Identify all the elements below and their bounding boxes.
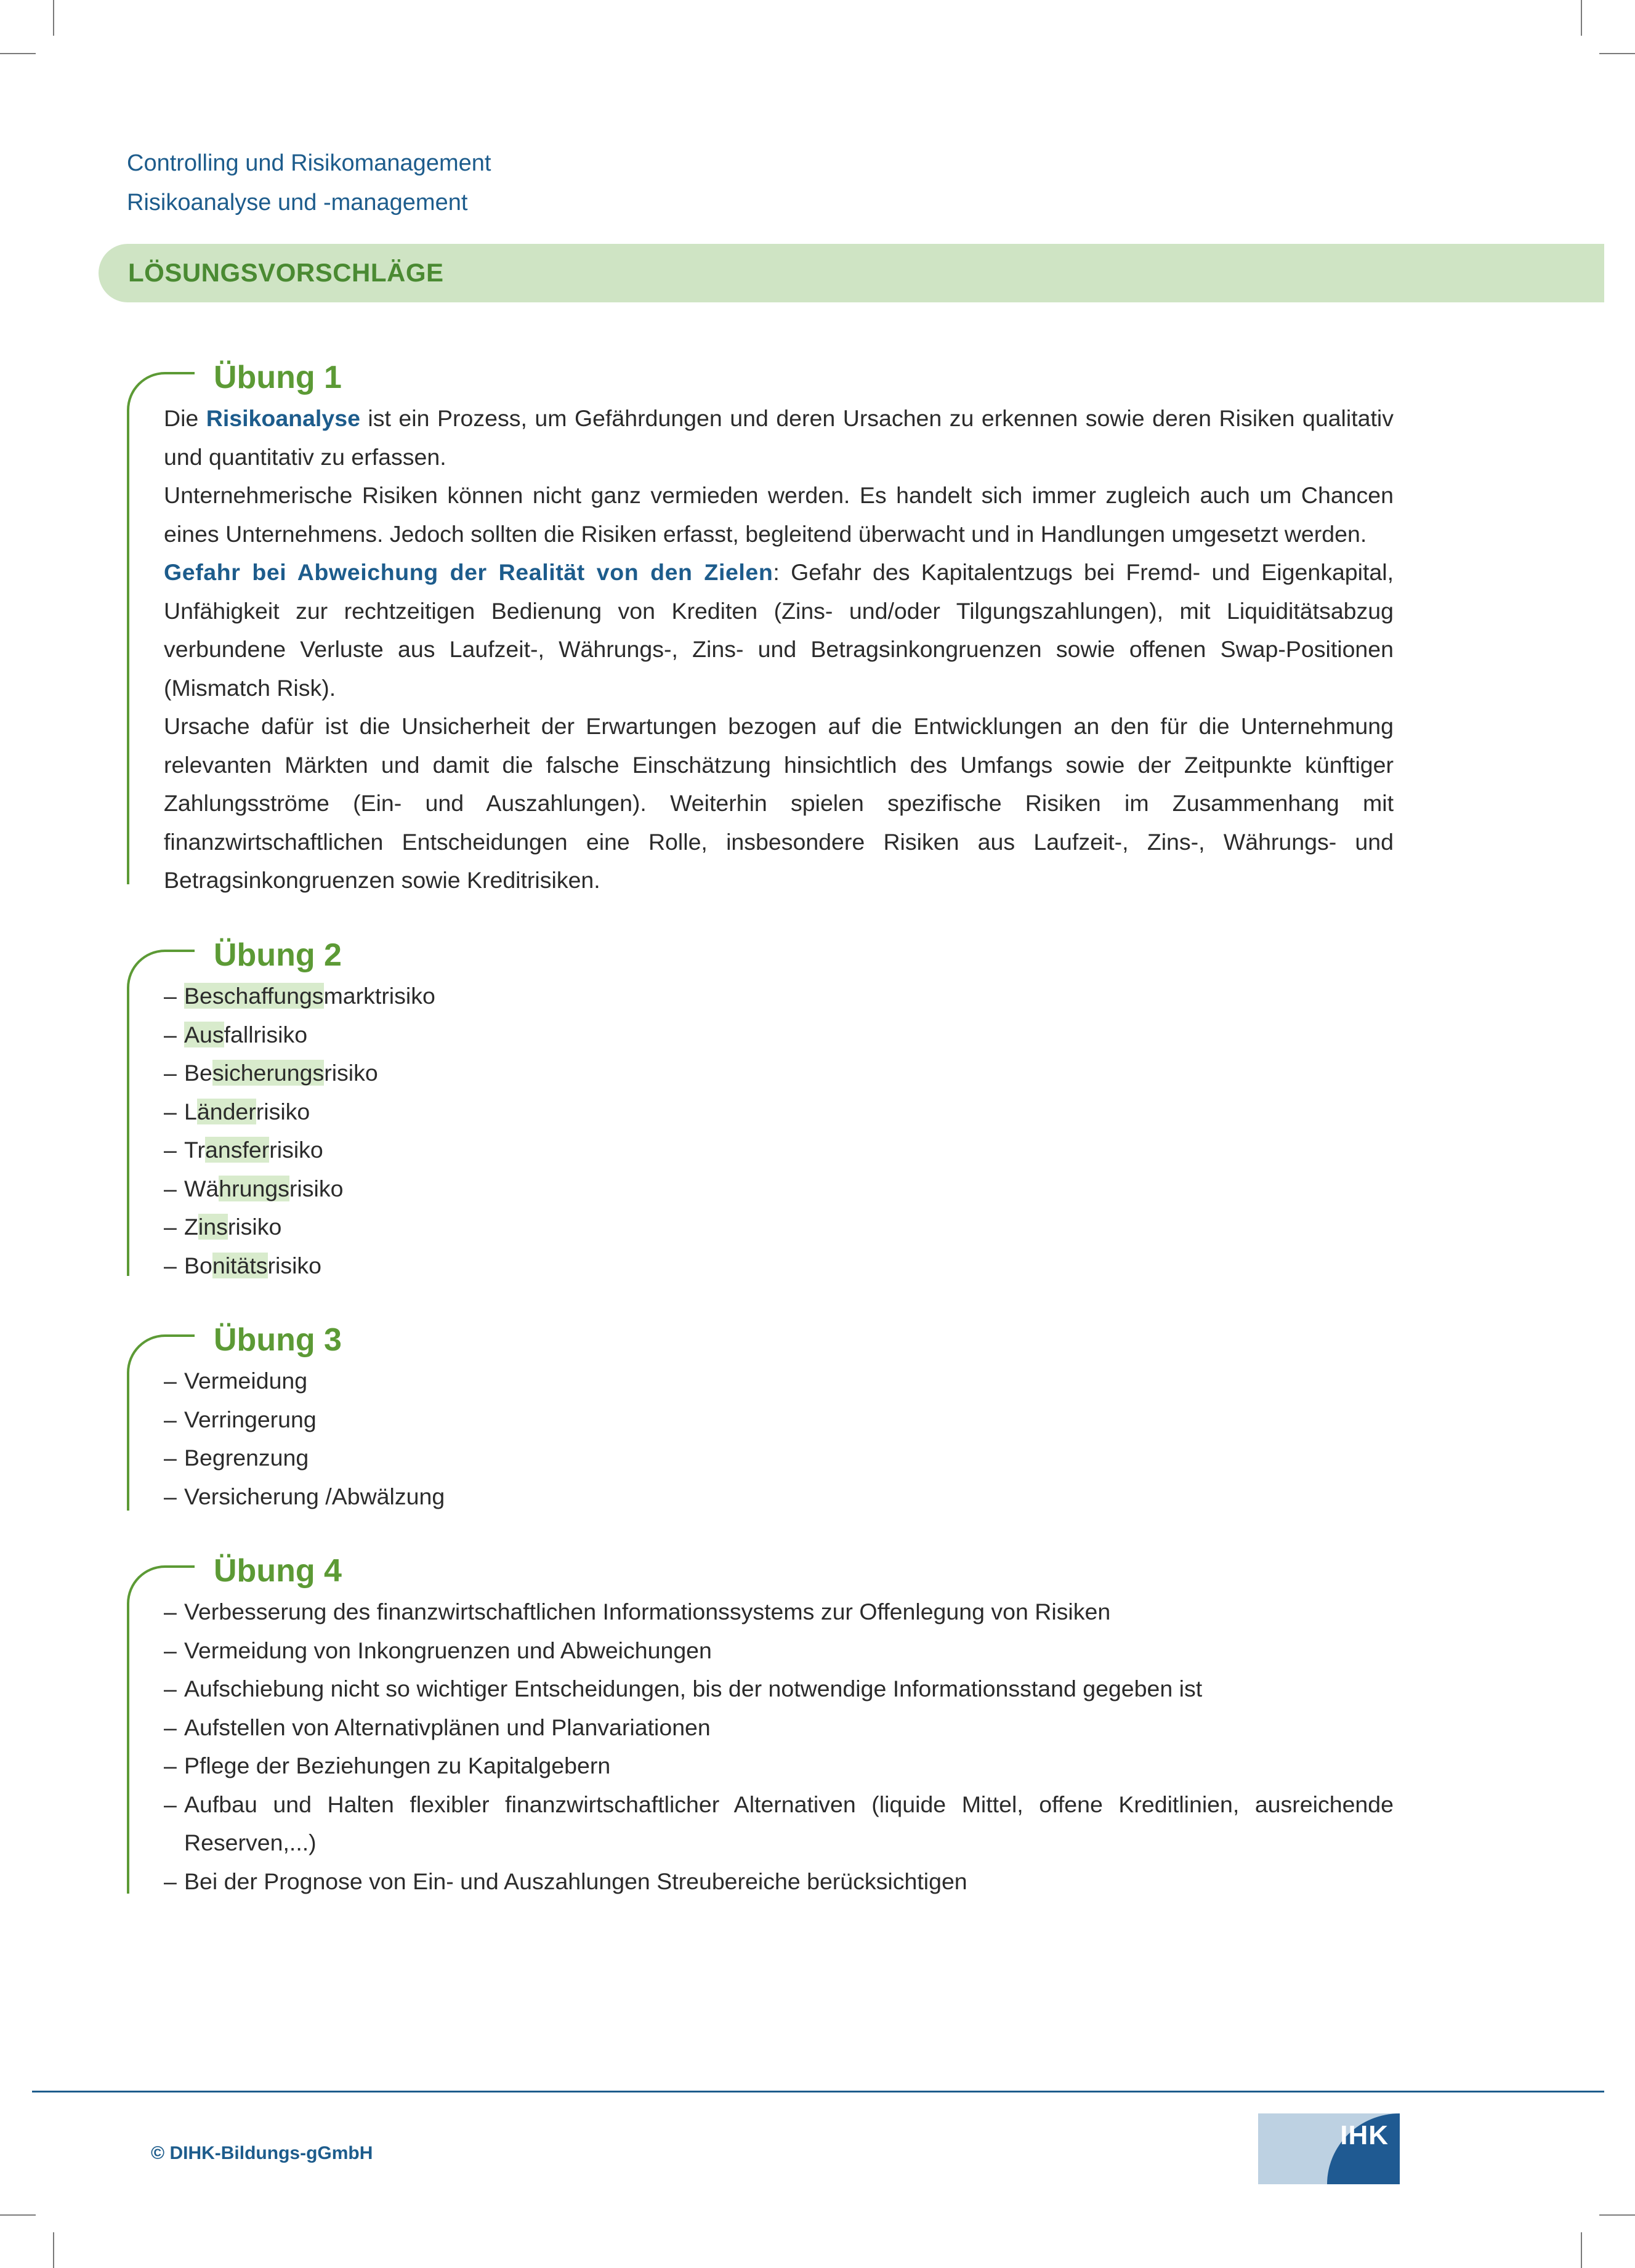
text: : Gefahr des Kapitalentzugs bei Fremd- und Eigenkapital, Unfähigkeit zur rechtzeitigen Bedienung von Krediten (Zins- und/oder Tilgungszahlungen), mit Liquiditätsabzug verbundene Verluste aus Laufzeit-, Währungs-, Zins- und Betragsinkongruenzen sowie offenen Swap-Positionen (Mismatch Risk).	[164, 559, 1394, 701]
word-highlight: nitäts	[212, 1252, 268, 1278]
list-dash: –	[164, 1368, 177, 1394]
list-dash: –	[164, 1252, 177, 1278]
list-item-text: Verringerung	[184, 1406, 317, 1432]
list-item	[164, 1477, 445, 1516]
word-highlight: hrungs	[219, 1175, 289, 1201]
section-title-uebung-1: Übung 1	[214, 360, 342, 395]
word-part: risiko	[227, 1214, 282, 1240]
crop-mark	[1599, 2214, 1635, 2216]
list-item	[164, 1208, 435, 1246]
paragraph: Unternehmerische Risiken können nicht ganz vermieden werden. Es handelt sich immer zugleich auch um Chancen eines Unternehmens. Jedoch sollten die Risiken erfasst, begleitend überwacht und in Handlungen umgesetzt werden.	[164, 482, 1394, 547]
word-highlight: Beschaffungs	[184, 983, 324, 1009]
text: Die	[164, 405, 206, 431]
crop-mark	[1581, 0, 1582, 36]
list-dash: –	[164, 1714, 177, 1740]
document-category: Controlling und Risikomanagement	[127, 150, 491, 176]
list-dash: –	[164, 1483, 177, 1509]
word-part: risiko	[269, 1137, 323, 1163]
section-title-uebung-4: Übung 4	[214, 1553, 342, 1589]
word-highlight: ansfer	[205, 1137, 270, 1163]
measures-list	[164, 1592, 1394, 1900]
section-1-body	[164, 399, 1394, 900]
section-title-uebung-2: Übung 2	[214, 937, 342, 973]
word-part: Z	[184, 1214, 198, 1240]
word-part: fallrisiko	[224, 1021, 308, 1047]
list-item	[164, 1785, 1394, 1862]
word-part: risiko	[267, 1252, 322, 1278]
crop-mark	[53, 2232, 54, 2268]
list-dash: –	[164, 983, 177, 1009]
list-dash: –	[164, 1599, 177, 1624]
list-item	[164, 1246, 435, 1285]
list-item-text: Versicherung /Abwälzung	[184, 1483, 445, 1509]
list-item-text: Begrenzung	[184, 1445, 309, 1471]
list-dash: –	[164, 1445, 177, 1471]
word-part: Bo	[184, 1252, 212, 1278]
word-highlight: sicherungs	[212, 1060, 325, 1086]
list-item	[164, 1092, 435, 1131]
list-dash: –	[164, 1791, 177, 1817]
word-part: Wä	[184, 1175, 219, 1201]
list-item-text: Aufstellen von Alternativplänen und Planvariationen	[184, 1714, 711, 1740]
list-dash: –	[164, 1021, 177, 1047]
list-item	[164, 1054, 435, 1092]
list-item-text: Vermeidung	[184, 1368, 308, 1394]
word-part: risiko	[289, 1175, 344, 1201]
crop-mark	[0, 53, 36, 54]
list-dash: –	[164, 1676, 177, 1701]
list-dash: –	[164, 1753, 177, 1778]
list-dash: –	[164, 1406, 177, 1432]
copyright: © DIHK-Bildungs-gGmbH	[151, 2143, 373, 2163]
list-item	[164, 1631, 1394, 1670]
footer-divider	[32, 2091, 1604, 2092]
word-highlight: ins	[198, 1214, 228, 1240]
list-item-text: Verbesserung des finanzwirtschaftlichen Informationssystems zur Offenlegung von Risiken	[184, 1599, 1111, 1624]
term-highlight: Risikoanalyse	[206, 405, 360, 431]
paragraph: Ursache dafür ist die Unsicherheit der Erwartungen bezogen auf die Entwicklungen an den für die Unternehmung relevanten Märkten und damit die falsche Einschätzung hinsichtlich des Umfangs sowie der Zeitpunkte künftiger Zahlungsströme (Ein- und Auszahlungen). Weiterhin spielen spezifische Risiken im Zusammenhang mit finanzwirtschaftlichen Entscheidungen eine Rolle, insbesondere Risiken aus Laufzeit-, Zins-, Währungs- und Betragsinkongruenzen sowie Kreditrisiken.	[164, 713, 1394, 893]
list-dash: –	[164, 1060, 177, 1086]
list-item-text: Vermeidung von Inkongruenzen und Abweichungen	[184, 1637, 712, 1663]
crop-mark	[1581, 2232, 1582, 2268]
word-highlight: Aus	[184, 1021, 224, 1047]
list-dash: –	[164, 1868, 177, 1894]
logo-text: IHK	[1340, 2120, 1389, 2150]
list-dash: –	[164, 1214, 177, 1240]
list-item	[164, 1400, 445, 1439]
list-dash: –	[164, 1137, 177, 1163]
paragraph	[164, 399, 1394, 476]
list-item	[164, 1362, 445, 1400]
crop-mark	[53, 0, 54, 36]
risk-strategies-list	[164, 1362, 445, 1515]
list-item	[164, 977, 435, 1015]
word-part: risiko	[256, 1098, 310, 1124]
list-item	[164, 1708, 1394, 1747]
list-item	[164, 1439, 445, 1477]
section-title-uebung-3: Übung 3	[214, 1322, 342, 1358]
document-topic: Risikoanalyse und -management	[127, 190, 468, 216]
risk-types-list	[164, 977, 435, 1285]
list-item	[164, 1169, 435, 1208]
list-item	[164, 1015, 435, 1054]
list-dash: –	[164, 1637, 177, 1663]
list-item-text: Aufschiebung nicht so wichtiger Entscheidungen, bis der notwendige Informationsstand gegeben ist	[184, 1676, 1203, 1701]
paragraph	[164, 553, 1394, 707]
word-part: risiko	[324, 1060, 378, 1086]
text: ist ein Prozess, um Gefährdungen und deren Ursachen zu erkennen sowie deren Risiken qualitativ und quantitativ zu erfassen.	[164, 405, 1394, 470]
ihk-logo	[1258, 2113, 1400, 2184]
solutions-banner	[99, 244, 1604, 302]
list-item	[164, 1746, 1394, 1785]
word-part: Be	[184, 1060, 212, 1086]
crop-mark	[1599, 53, 1635, 54]
list-item	[164, 1862, 1394, 1901]
crop-mark	[0, 2214, 36, 2216]
word-part: marktrisiko	[323, 983, 435, 1009]
list-item-text: Pflege der Beziehungen zu Kapitalgebern	[184, 1753, 611, 1778]
list-item	[164, 1592, 1394, 1631]
list-item-text: Aufbau und Halten flexibler finanzwirtschaftlicher Alternativen (liquide Mittel, offene Kreditlinien, ausreichende Reserven,...)	[184, 1791, 1394, 1855]
list-dash: –	[164, 1098, 177, 1124]
list-item	[164, 1131, 435, 1169]
list-item	[164, 1669, 1394, 1708]
banner-title: LÖSUNGSVORSCHLÄGE	[128, 258, 444, 287]
word-highlight: änder	[196, 1098, 256, 1124]
term-highlight: Gefahr bei Abweichung der Realität von den Zielen	[164, 559, 773, 585]
list-item-text: Bei der Prognose von Ein- und Auszahlungen Streubereiche berücksichtigen	[184, 1868, 967, 1894]
list-dash: –	[164, 1175, 177, 1201]
word-part: Tr	[184, 1137, 206, 1163]
word-part: L	[184, 1098, 197, 1124]
